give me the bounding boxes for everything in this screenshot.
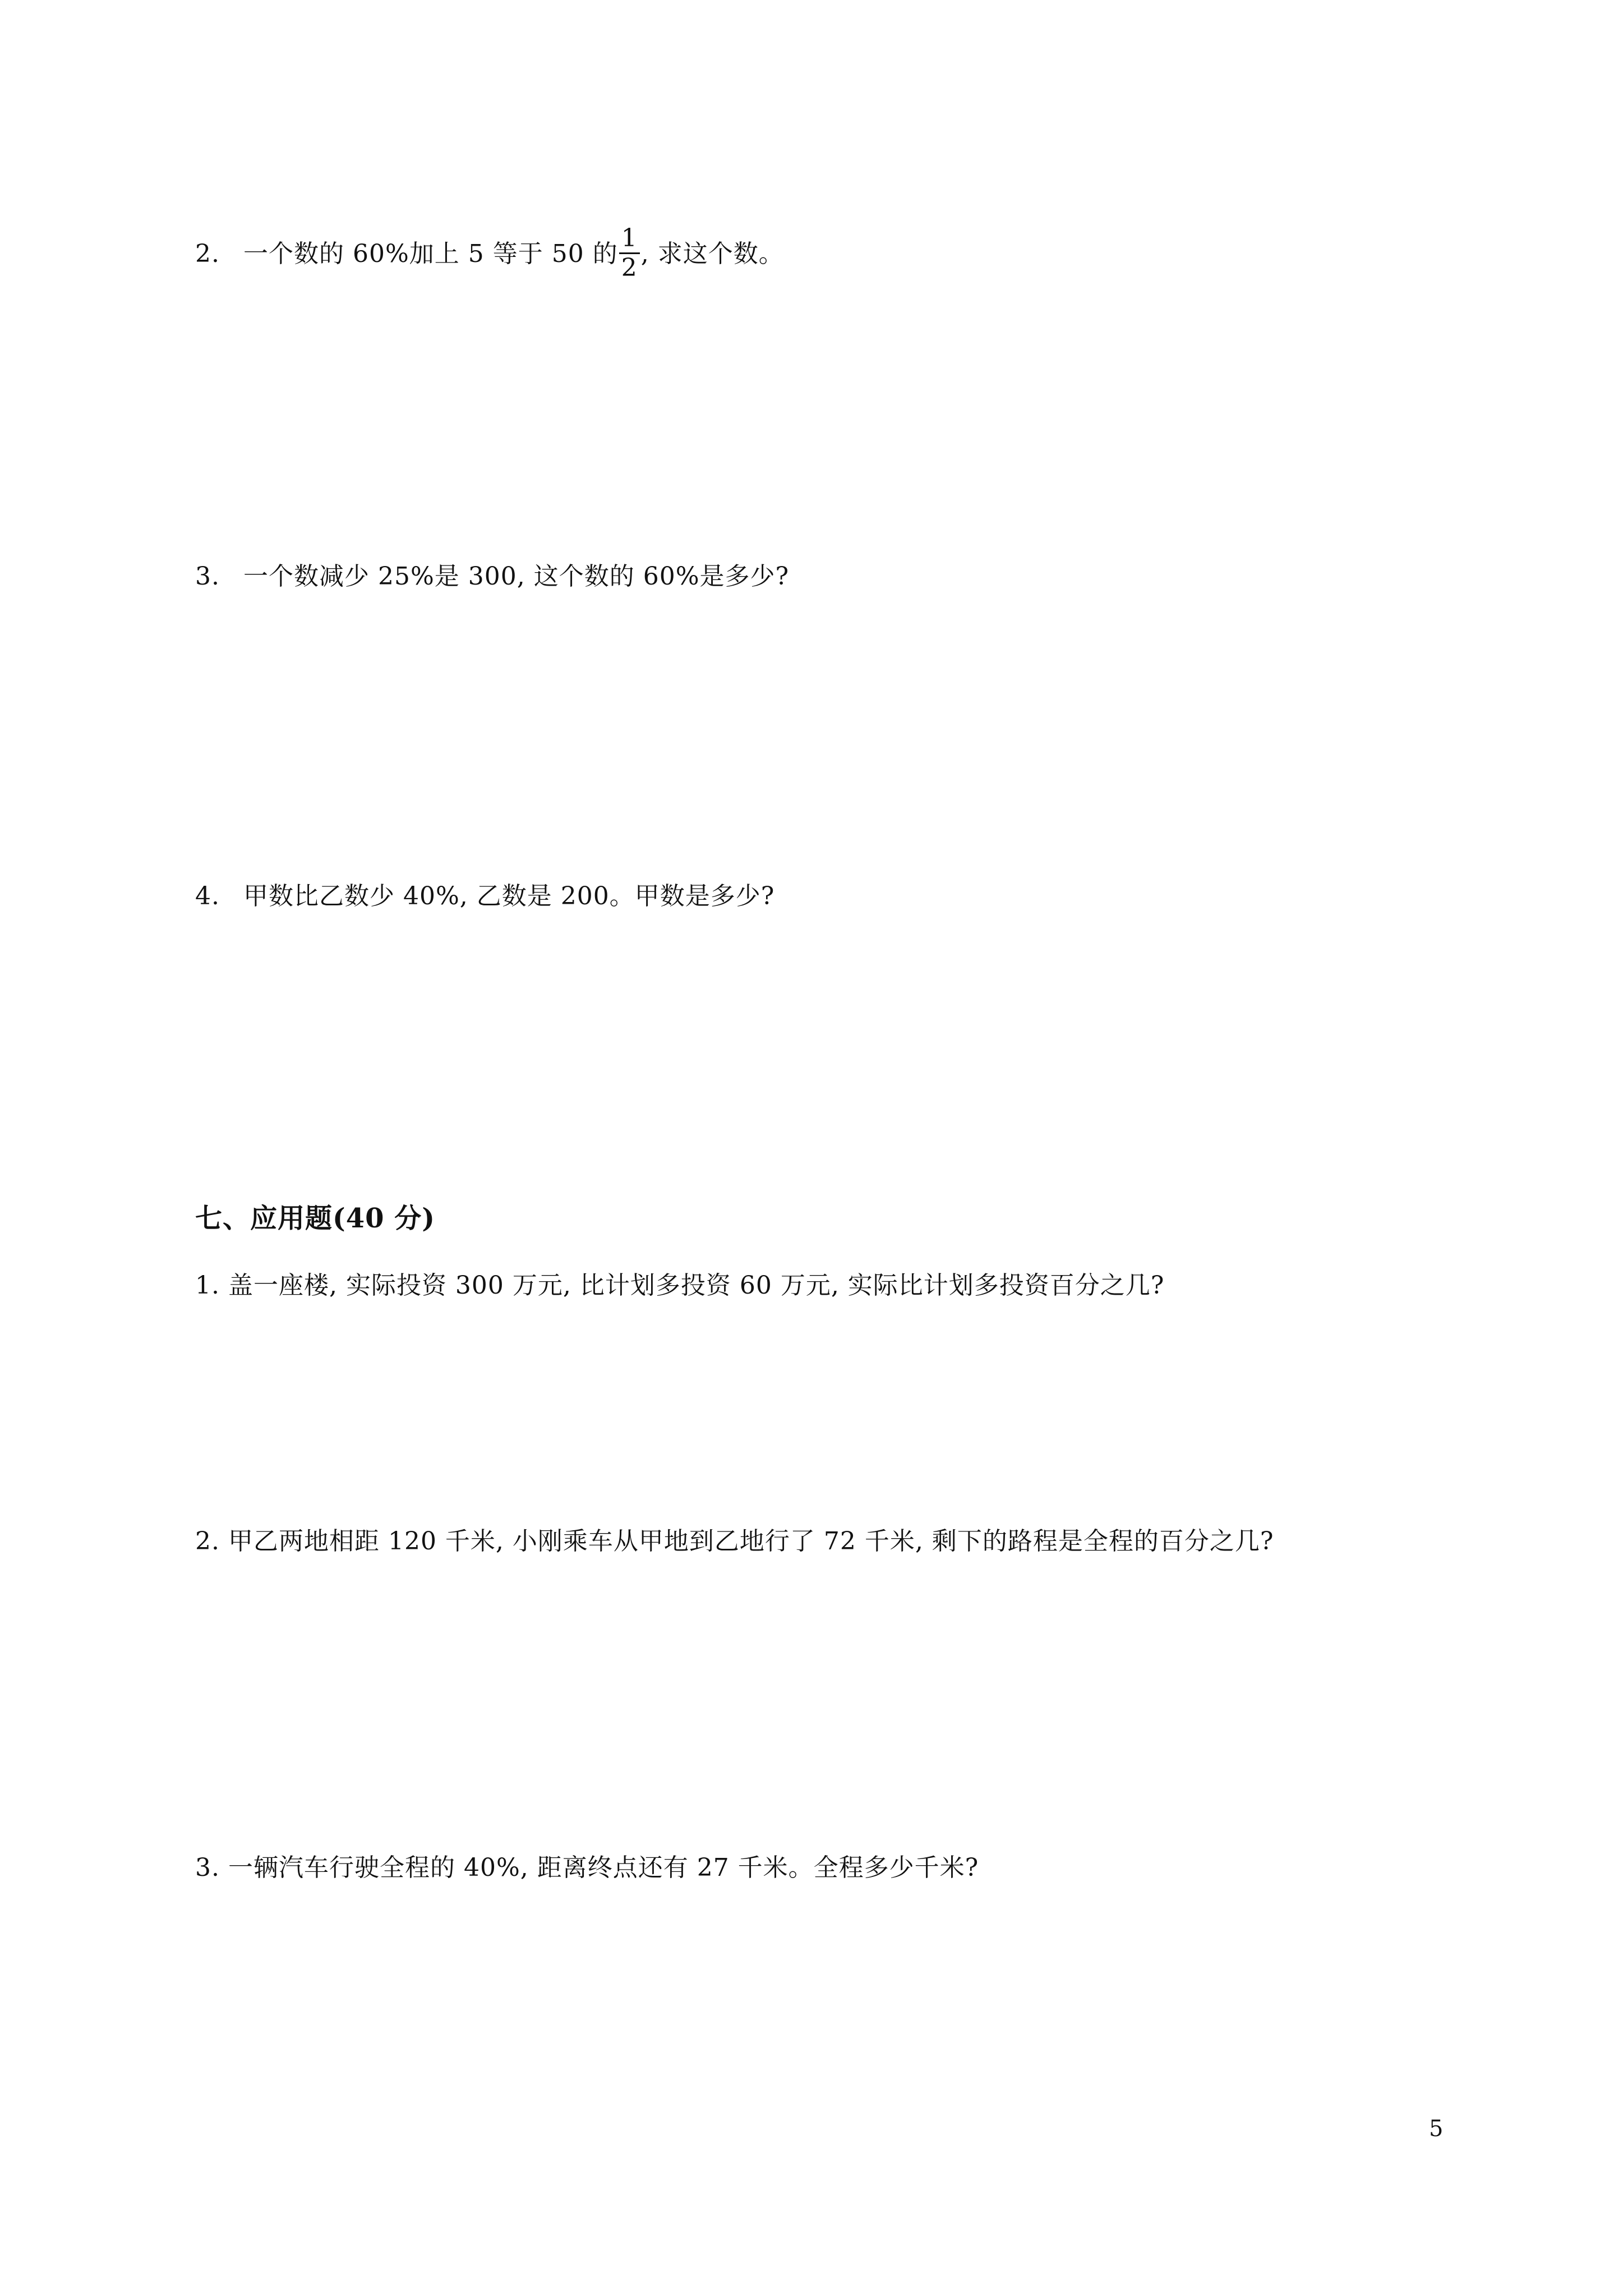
application-question-3: 3. 一辆汽车行驶全程的 40%, 距离终点还有 27 千米。全程多少千米? — [195, 1853, 979, 1882]
question-2 — [195, 224, 784, 284]
question-text-tail: , 求这个数。 — [640, 240, 784, 268]
question-4 — [195, 880, 774, 913]
question-text: 一个数减少 25%是 300, 这个数的 60%是多少? — [243, 562, 790, 591]
section-title: 七、应用题(40 分) — [195, 1203, 435, 1234]
application-question-1: 1. 盖一座楼, 实际投资 300 万元, 比计划多投资 60 万元, 实际比计划多投资百分之几? — [195, 1271, 1165, 1300]
question-text: 甲数比乙数少 40%, 乙数是 200。甲数是多少? — [243, 882, 775, 910]
question-number: 2. — [195, 240, 220, 268]
fraction-numerator: 1 — [621, 224, 638, 252]
question-3 — [195, 560, 789, 593]
fraction-denominator: 2 — [621, 254, 638, 282]
question-number: 3. — [195, 562, 220, 591]
question-text: 一个数的 60%加上 5 等于 50 的 — [243, 240, 618, 268]
application-question-2: 2. 甲乙两地相距 120 千米, 小刚乘车从甲地到乙地行了 72 千米, 剩下的路程是全程的百分之几? — [195, 1527, 1274, 1556]
question-number: 4. — [195, 882, 220, 910]
fraction — [619, 224, 640, 282]
page-number: 5 — [1429, 2116, 1444, 2142]
